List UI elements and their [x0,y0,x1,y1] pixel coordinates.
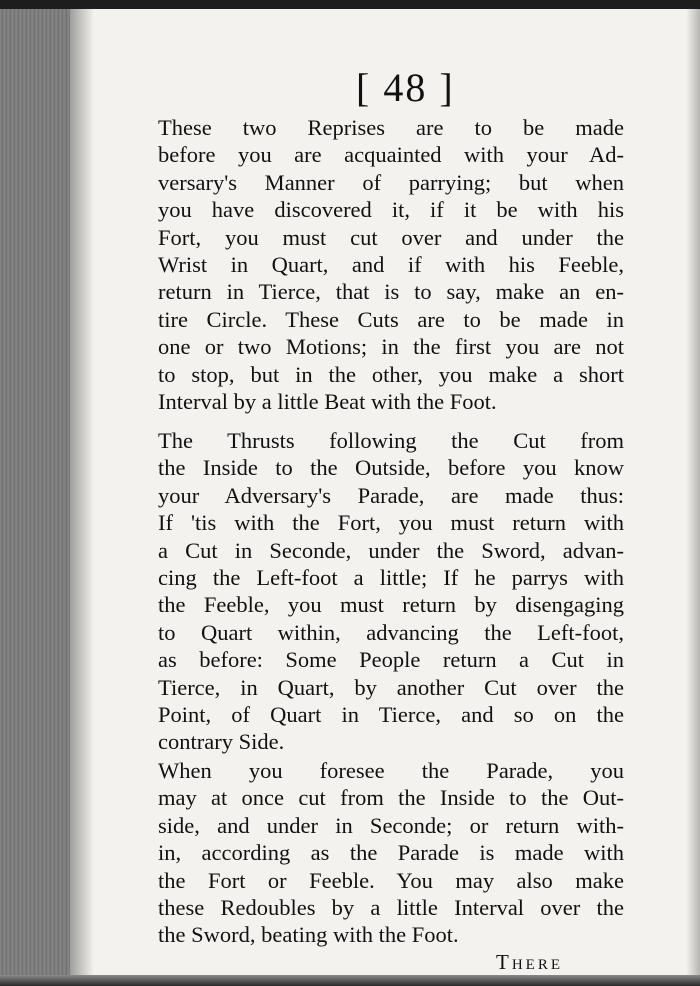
page-bottom-edge [0,975,700,986]
text-line: you have discovered it, if it be with his [158,197,624,223]
page-top-edge [0,0,700,9]
text-line: cing the Left-foot a little; If he parrys with [158,565,624,591]
text-line: Wrist in Quart, and if with his Feeble, [158,252,624,278]
text-line: to Quart within, advancing the Left-foot, [158,619,624,645]
text-line: may at once cut from the Inside to the Out- [158,785,624,811]
text-line: the Sword, beating with the Foot. [158,922,459,948]
text-line: Interval by a little Beat with the Foot. [158,389,497,415]
paragraph-1 [158,114,624,415]
text-line: Fort, you must cut over and under the [158,224,624,250]
text-line: one or two Motions; in the first you are not [158,334,624,360]
text-line: return in Tierce, that is to say, make an en- [158,279,624,305]
text-line: to stop, but in the other, you make a short [158,361,624,387]
text-line: your Adversary's Parade, are made thus: [158,482,624,508]
text-line: When you foresee the Parade, you [158,758,624,783]
text-line: the Inside to the Outside, before you know [158,455,624,481]
text-line: the Feeble, you must return by disengaging [158,592,624,618]
text-line: contrary Side. [158,729,285,755]
text-line: as before: Some People return a Cut in [158,647,624,673]
text-line: The Thrusts following the Cut from [158,428,624,453]
text-line: tire Circle. These Cuts are to be made in [158,306,624,332]
text-line: these Redoubles by a little Interval over the [158,895,624,921]
text-line: Point, of Quart in Tierce, and so on the [158,702,624,728]
text-line: These two Reprises are to be made [158,115,624,140]
text-line: If 'tis with the Fort, you must return with [158,510,624,536]
paragraph-3 [158,757,624,949]
text-line: before you are acquainted with your Ad- [158,142,624,168]
text-line: a Cut in Seconde, under the Sword, advan- [158,537,624,563]
page-right-shadow [686,9,700,975]
book-spine-edge [0,9,70,977]
gutter-shadow [70,9,94,977]
text-line: the Fort or Feeble. You may also make [158,867,624,893]
text-line: Tierce, in Quart, by another Cut over the [158,674,624,700]
paragraph-2 [158,427,624,756]
catchword: There [496,950,563,974]
text-line: versary's Manner of parrying; but when [158,169,624,195]
text-line: in, according as the Parade is made with [158,840,624,866]
text-line: side, and under in Seconde; or return with- [158,812,624,838]
page-number: [ 48 ] [356,65,455,110]
